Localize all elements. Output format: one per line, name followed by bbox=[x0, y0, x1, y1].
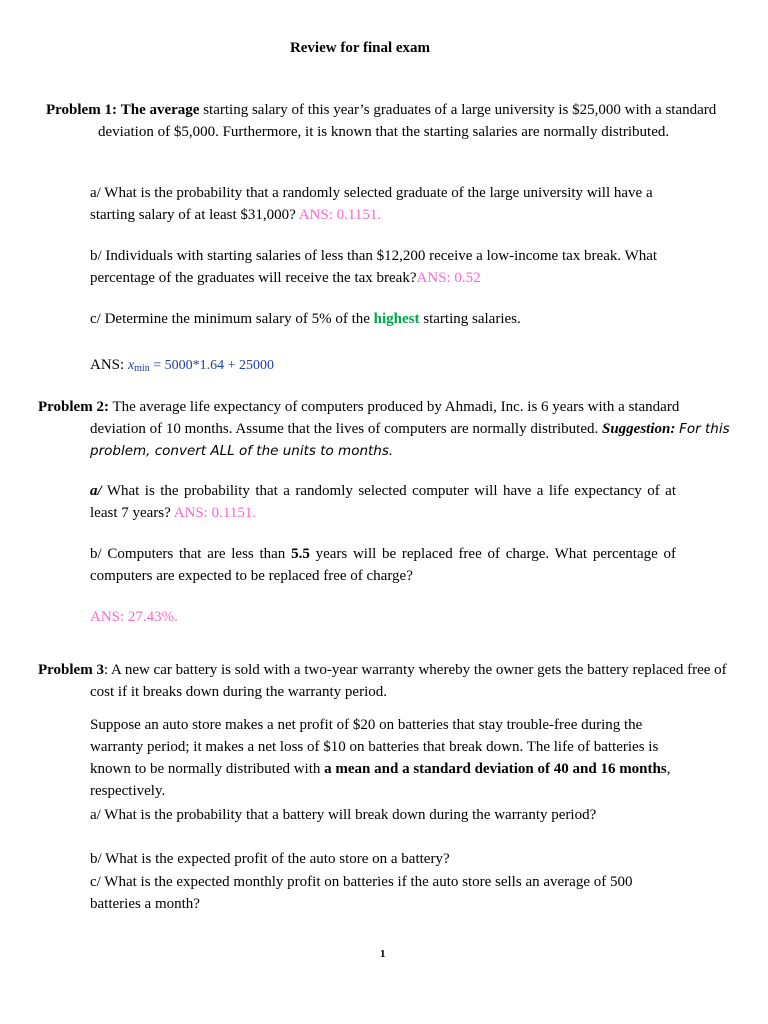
problem-1-part-a-text: a/ What is the probability that a randomly selected graduate of the large university will have a starting salary of at least $31,000? bbox=[90, 185, 653, 223]
problem-2-suggestion-text: For this problem, convert ALL of the units to months. bbox=[90, 421, 730, 459]
problem-3-label: Problem 3 bbox=[38, 662, 104, 678]
problem-3-body-bold: a mean and a standard deviation of 40 and 16 months bbox=[324, 761, 667, 777]
problem-2-part-a bbox=[90, 480, 676, 524]
problem-1-part-b-answer: ANS: 0.52 bbox=[416, 270, 481, 286]
problem-1-label: Problem 1: bbox=[46, 102, 117, 118]
problem-2-label: Problem 2: bbox=[38, 399, 109, 415]
page-number: 1 bbox=[380, 948, 386, 960]
formula-subscript: min bbox=[134, 363, 150, 374]
problem-1-part-b bbox=[90, 245, 680, 289]
problem-3-part-b: b/ What is the expected profit of the auto store on a battery? bbox=[90, 851, 450, 867]
problem-1-part-b-text: b/ Individuals with starting salaries of less than $12,200 receive a low-income tax break. What percentage of the graduates will receive the tax break? bbox=[90, 248, 658, 286]
problem-3-intro bbox=[38, 659, 730, 703]
problem-2-part-b-answer: ANS: 27.43%. bbox=[90, 609, 178, 625]
problem-1-part-c-text-a: c/ Determine the minimum salary of 5% of the bbox=[90, 311, 370, 327]
problem-3-intro-text: : A new car battery is sold with a two-year warranty whereby the owner gets the battery replaced free of cost if it breaks down during the warranty period. bbox=[90, 662, 727, 700]
problem-3-part-a: a/ What is the probability that a battery will break down during the warranty period? bbox=[90, 807, 597, 823]
problem-2-part-a-label: a/ bbox=[90, 483, 102, 499]
problem-1-part-c bbox=[90, 308, 680, 330]
formula-expression: = 5000*1.64 + 25000 bbox=[153, 358, 275, 373]
problem-2-part-b-text-b: years will be replaced free of charge. What percentage of computers are expected to be replaced free of charge? bbox=[90, 546, 677, 584]
problem-1-intro-average: average bbox=[149, 102, 200, 118]
problem-2-part-a-answer: ANS: 0.1151. bbox=[173, 505, 257, 521]
problem-2-part-b bbox=[90, 543, 676, 587]
problem-1-part-c-answer bbox=[90, 354, 490, 380]
problem-2-intro-text: The average life expectancy of computers produced by Ahmadi, Inc. is 6 years with a standard deviation of 10 months. Assume that the lives of computers are normally distributed. bbox=[90, 399, 680, 437]
problem-3-body bbox=[90, 714, 680, 802]
problem-1-part-c-highlight: highest bbox=[373, 311, 420, 327]
problem-1-intro bbox=[46, 99, 734, 143]
problem-2-suggestion-label: Suggestion: bbox=[602, 421, 676, 437]
problem-2-part-b-text-a: b/ Computers that are less than bbox=[90, 546, 286, 562]
problem-2-part-a-text: What is the probability that a randomly selected computer will have a life expectancy of at least 7 years? bbox=[90, 483, 676, 521]
problem-1-part-c-text-b: starting salaries. bbox=[423, 311, 521, 327]
problem-1-part-a-answer: ANS: 0.1151. bbox=[298, 207, 382, 223]
problem-3-body-text-c: , respectively. bbox=[90, 761, 671, 799]
problem-2-intro bbox=[38, 396, 734, 462]
problem-1-intro-the: The bbox=[120, 102, 146, 118]
problem-1-intro-text: starting salary of this year’s graduates of a large university is $25,000 with a standard deviation of $5,000. Furthermore, it is known that the starting salaries are normally distributed. bbox=[98, 102, 717, 140]
problem-1-formula bbox=[128, 358, 274, 373]
problem-3-part-c: c/ What is the expected monthly profit on batteries if the auto store sells an average of 500 batteries a month? bbox=[90, 874, 633, 912]
problem-1-part-c-answer-label: ANS: bbox=[90, 357, 125, 373]
formula-variable: x bbox=[127, 358, 135, 373]
problem-2-part-b-bold: 5.5 bbox=[291, 546, 310, 562]
problem-3-body-text-a: Suppose an auto store makes a net profit of $20 on batteries that stay trouble-free during the warranty period; it makes a net loss of $10 on batteries that break down. The life of batteries is known to be normally distributed with bbox=[90, 717, 659, 777]
problem-1-part-a bbox=[90, 182, 680, 226]
page-title: Review for final exam bbox=[289, 40, 431, 56]
